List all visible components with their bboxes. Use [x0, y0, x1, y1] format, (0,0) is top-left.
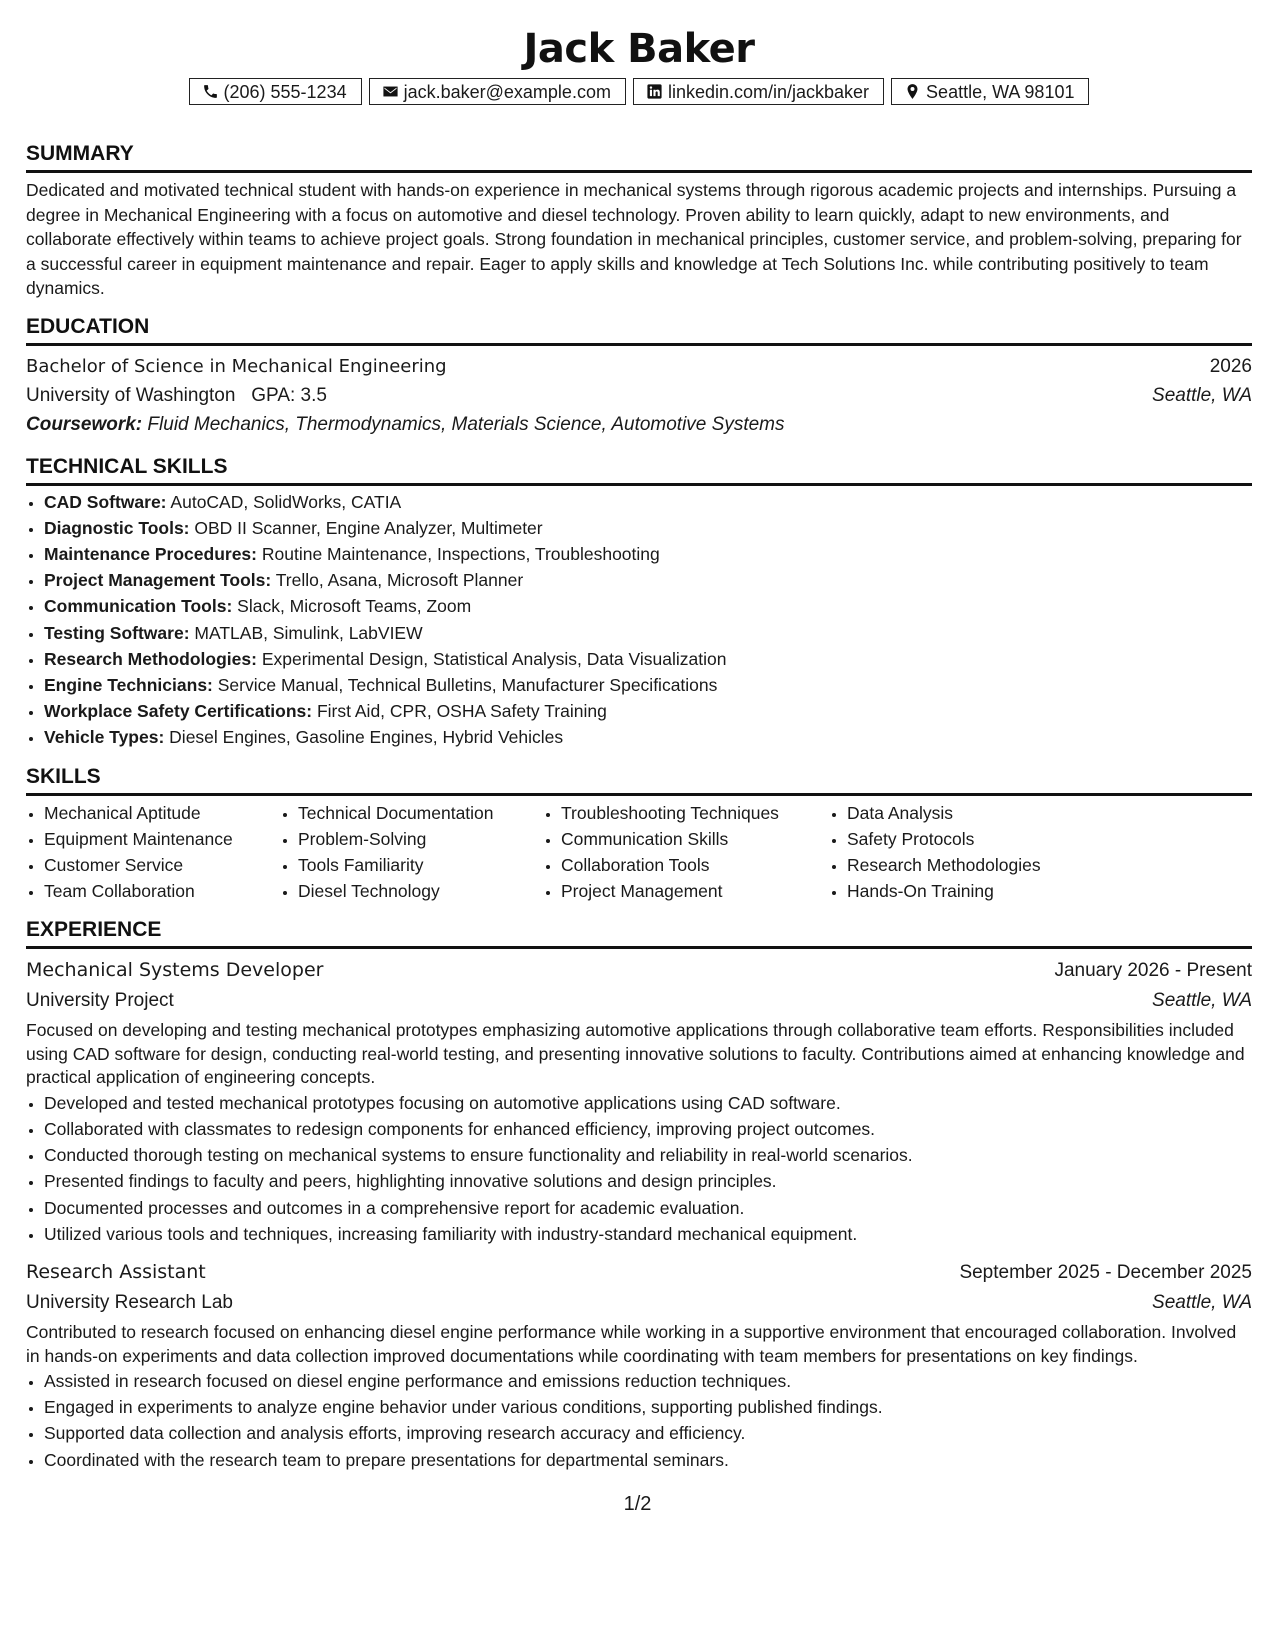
list-item: • Communication Tools: Slack, Microsoft Teams, Zoom — [44, 593, 1252, 619]
list-item: • Customer Service — [44, 852, 280, 878]
job-2-title-row — [26, 1257, 1252, 1288]
gpa: GPA: 3.5 — [251, 384, 327, 406]
contact-location-text: Seattle, WA 98101 — [926, 81, 1075, 102]
school-name: University of Washington — [26, 384, 236, 406]
envelope-icon — [382, 83, 399, 100]
page-number: 1/2 — [623, 1493, 652, 1515]
education-school-row — [26, 381, 1252, 410]
skills-column-1 — [26, 800, 280, 905]
job-entry-2 — [26, 1257, 1252, 1473]
list-item: • Supported data collection and analysis efforts, improving research accuracy and efficiency. — [44, 1420, 1252, 1446]
list-item: • Assisted in research focused on diesel engine performance and emissions reduction techniques. — [44, 1368, 1252, 1394]
list-item: • Utilized various tools and techniques, increasing familiarity with industry-standard mechanical equipment. — [44, 1221, 1252, 1247]
skills-column-4 — [829, 800, 1147, 905]
skills-section — [26, 765, 1252, 905]
job-entry-1 — [26, 955, 1252, 1247]
resume-page — [26, 0, 1252, 1473]
list-item: • Technical Documentation — [298, 800, 543, 826]
list-item: • Developed and tested mechanical prototypes focusing on automotive applications using CAD software. — [44, 1090, 1252, 1116]
list-item: • Research Methodologies — [847, 852, 1147, 878]
list-item: • Research Methodologies: Experimental Design, Statistical Analysis, Data Visualization — [44, 646, 1252, 672]
job-1-location: Seattle, WA — [1152, 990, 1252, 1012]
job-1-dates: January 2026 - Present — [1054, 960, 1252, 982]
job-1-bullets — [26, 1090, 1252, 1247]
job-2-bullets — [26, 1368, 1252, 1473]
graduation-year: 2026 — [1209, 355, 1252, 377]
technical-skills-list — [26, 489, 1252, 751]
contact-bar — [26, 78, 1252, 105]
list-item: • Vehicle Types: Diesel Engines, Gasoline Engines, Hybrid Vehicles — [44, 724, 1252, 750]
list-item: • Safety Protocols — [847, 826, 1147, 852]
phone-icon — [202, 83, 219, 100]
list-item: • Testing Software: MATLAB, Simulink, LabVIEW — [44, 620, 1252, 646]
list-item: • Diagnostic Tools: OBD II Scanner, Engine Analyzer, Multimeter — [44, 515, 1252, 541]
list-item: • Equipment Maintenance — [44, 826, 280, 852]
experience-section — [26, 918, 1252, 1473]
contact-location — [891, 78, 1089, 105]
candidate-name: Jack Baker — [523, 26, 755, 72]
linkedin-icon — [646, 83, 663, 100]
list-item: • Data Analysis — [847, 800, 1147, 826]
education-section — [26, 315, 1252, 439]
skills-grid — [26, 800, 1252, 905]
school-line — [26, 381, 327, 410]
contact-phone — [189, 78, 362, 105]
job-2-org: University Research Lab — [26, 1292, 233, 1314]
coursework-list: Fluid Mechanics, Thermodynamics, Materials Science, Automotive Systems — [147, 413, 785, 435]
list-item: • Project Management Tools: Trello, Asana, Microsoft Planner — [44, 567, 1252, 593]
list-item: • Troubleshooting Techniques — [561, 800, 829, 826]
summary-section — [26, 142, 1252, 301]
education-degree-row — [26, 353, 1252, 381]
list-item: • Collaborated with classmates to redesign components for enhanced efficiency, improving project outcomes. — [44, 1116, 1252, 1142]
job-1-title-row — [26, 955, 1252, 986]
list-item: • Communication Skills — [561, 826, 829, 852]
list-item: • Coordinated with the research team to prepare presentations for departmental seminars. — [44, 1447, 1252, 1473]
technical-skills-section — [26, 455, 1252, 751]
job-1-role: Mechanical Systems Developer — [26, 959, 324, 982]
list-item: • Maintenance Procedures: Routine Maintenance, Inspections, Troubleshooting — [44, 541, 1252, 567]
list-item: • Mechanical Aptitude — [44, 800, 280, 826]
list-item: • Workplace Safety Certifications: First Aid, CPR, OSHA Safety Training — [44, 698, 1252, 724]
list-item: • Problem-Solving — [298, 826, 543, 852]
list-item: • Presented findings to faculty and peers, highlighting innovative solutions and design principles. — [44, 1168, 1252, 1194]
job-1-org-row — [26, 986, 1252, 1016]
list-item: • CAD Software: AutoCAD, SolidWorks, CATIA — [44, 489, 1252, 515]
list-item: • Diesel Technology — [298, 878, 543, 904]
contact-email-text[interactable]: jack.baker@example.com — [403, 81, 611, 102]
list-item: • Collaboration Tools — [561, 852, 829, 878]
job-2-org-row — [26, 1288, 1252, 1318]
list-item: • Team Collaboration — [44, 878, 280, 904]
skills-column-2 — [280, 800, 543, 905]
job-1-org: University Project — [26, 990, 174, 1012]
skills-heading: SKILLS — [26, 765, 1252, 796]
school-location: Seattle, WA — [1152, 384, 1252, 406]
degree-title: Bachelor of Science in Mechanical Engineering — [26, 355, 447, 377]
technical-skills-heading: TECHNICAL SKILLS — [26, 455, 1252, 486]
list-item: • Engine Technicians: Service Manual, Technical Bulletins, Manufacturer Specifications — [44, 672, 1252, 698]
list-item: • Conducted thorough testing on mechanical systems to ensure functionality and reliability in real-world scenarios. — [44, 1142, 1252, 1168]
contact-email[interactable] — [369, 78, 626, 105]
education-heading: EDUCATION — [26, 315, 1252, 346]
list-item: • Documented processes and outcomes in a comprehensive report for academic evaluation. — [44, 1195, 1252, 1221]
summary-heading: SUMMARY — [26, 142, 1252, 173]
job-2-description: Contributed to research focused on enhancing diesel engine performance while working in a supportive environment that encouraged collaboration. Involved in hands-on experiments and data collection improved documentations while coordinating with team members for presentations on key findings. — [26, 1322, 1237, 1366]
list-item: • Engaged in experiments to analyze engine behavior under various conditions, supporting published findings. — [44, 1394, 1252, 1420]
skills-column-3 — [543, 800, 829, 905]
job-2-location: Seattle, WA — [1152, 1292, 1252, 1314]
job-2-dates: September 2025 - December 2025 — [959, 1262, 1252, 1284]
map-pin-icon — [904, 83, 921, 100]
contact-linkedin[interactable] — [633, 78, 884, 105]
contact-phone-text: (206) 555-1234 — [223, 81, 347, 102]
list-item: • Hands-On Training — [847, 878, 1147, 904]
list-item: • Project Management — [561, 878, 829, 904]
summary-text: Dedicated and motivated technical student with hands-on experience in mechanical systems through rigorous academic projects and internships. Pursuing a degree in Mechanical Engineering with a focus on automotive and diesel technology. Proven ability to learn quickly, adapt to new environments, and collaborate effectively within teams to achieve project goals. Strong foundation in mechanical principles, customer service, and problem-solving, preparing for a successful career in equipment maintenance and repair. Eager to apply skills and knowledge at Tech Solutions Inc. while contributing positively to team dynamics. — [26, 180, 1242, 298]
coursework-label: Coursework: — [26, 413, 143, 435]
job-1-description: Focused on developing and testing mechanical prototypes emphasizing automotive applications through collaborative team efforts. Responsibilities included using CAD software for design, conducting real-world testing, and presenting innovative solutions to faculty. Contributions aimed at enhancing knowledge and practical application of engineering concepts. — [26, 1020, 1245, 1088]
experience-heading: EXPERIENCE — [26, 918, 1252, 949]
coursework-line — [26, 410, 1252, 439]
list-item: • Tools Familiarity — [298, 852, 543, 878]
job-2-role: Research Assistant — [26, 1261, 206, 1284]
contact-linkedin-text[interactable]: linkedin.com/in/jackbaker — [667, 81, 870, 102]
